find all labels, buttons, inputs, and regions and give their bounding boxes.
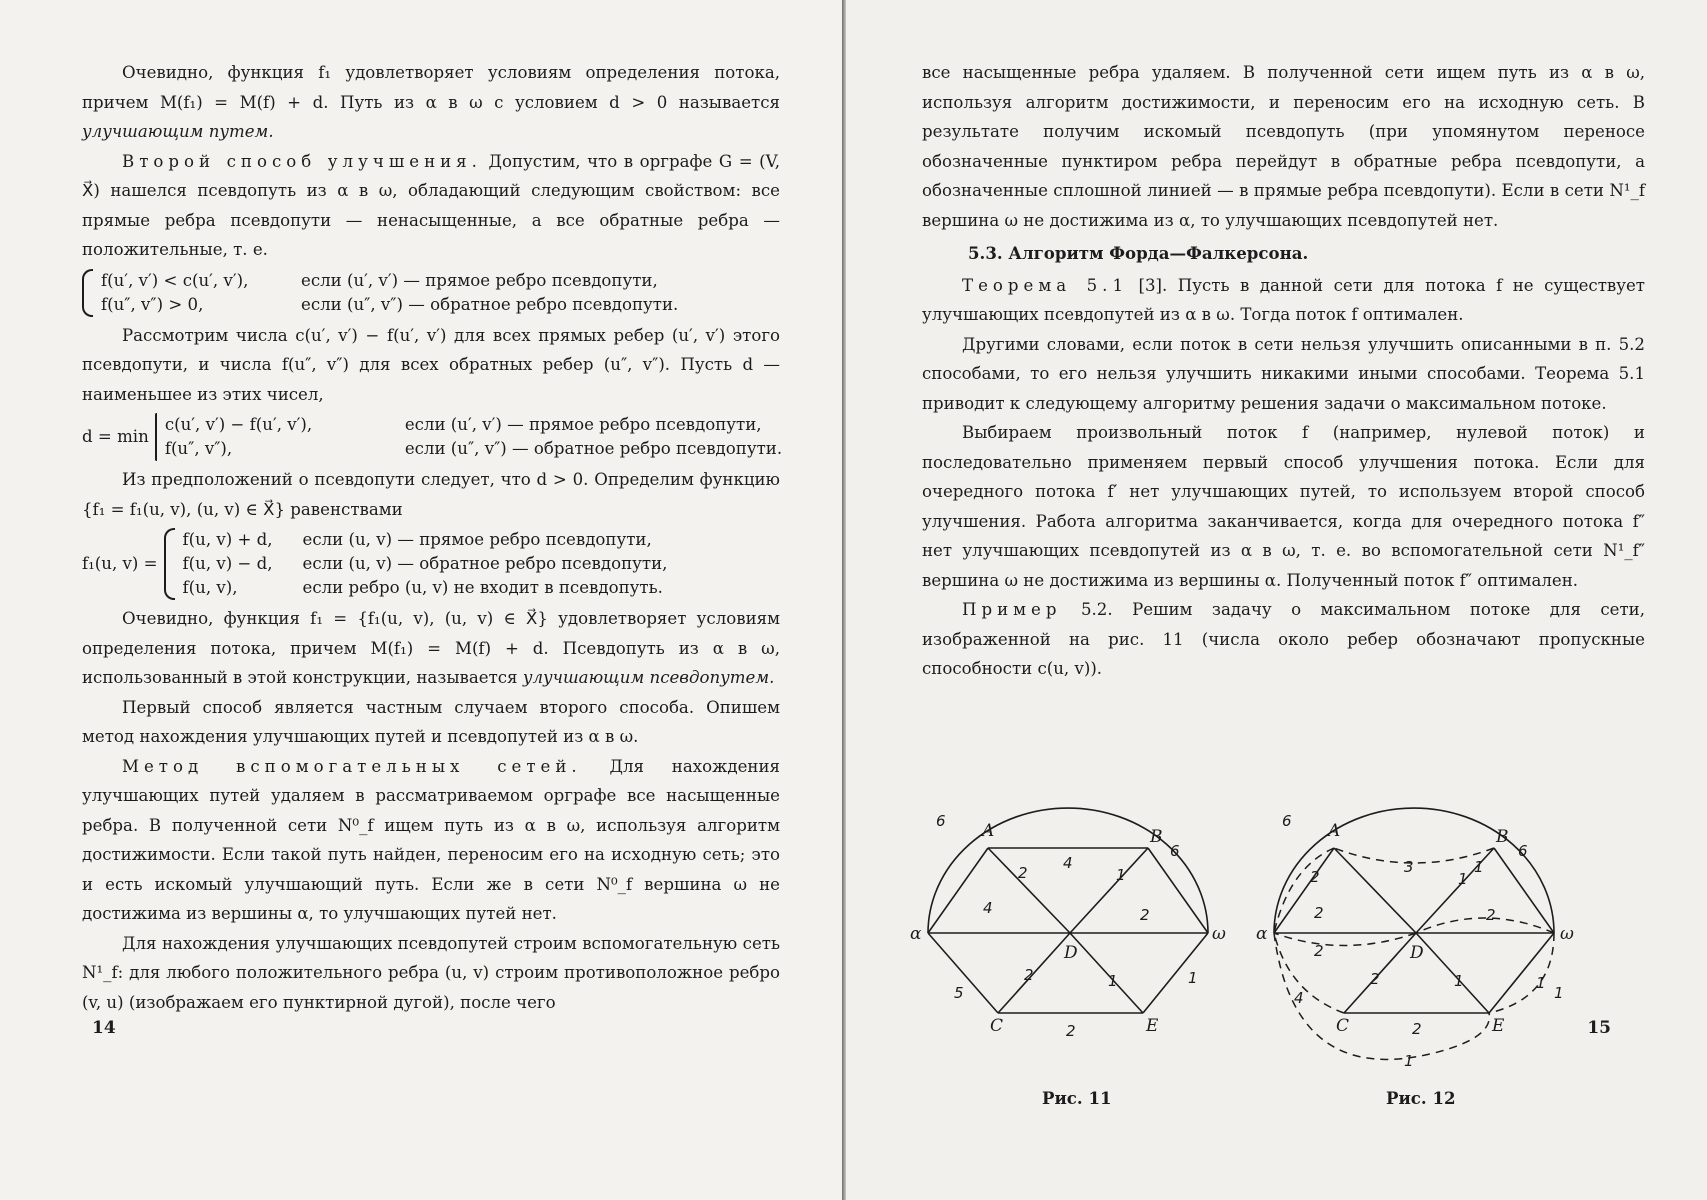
left-paragraph-4: Из предположений о псевдопути следует, что d > 0. Определим функцию {f₁ = f₁(u, v), (u, v) ∈ X⃗} равенствами [82,470,780,519]
figure-12 [1254,788,1594,1088]
brace [164,528,175,600]
node-A: A [1328,821,1341,841]
f1-definition: f₁(u, v) = f(u, v) + d, если (u, v) — прямое ребро псевдопути, f(u, v) − d, если (u, v) — обратное ребро псевдопути, f(u, v), если ребро (u, v) не входит в псевдопуть. [82,528,780,600]
node-D: D [1410,943,1424,963]
cap-C-D: 2 [1370,970,1380,988]
dashed-omega-D [1416,918,1554,933]
node-B: B [1150,827,1163,847]
cap-C-E: 2 [1066,1022,1076,1040]
figures [846,788,1707,1128]
edge-A-D [988,848,1070,933]
cap-A-B: 4 [1063,854,1073,872]
d-min-formula: d = min c(u′, v′) − f(u′, v′), если (u′, v′) — прямое ребро псевдопути, f(u″, v″), если (u″, v″) — обратное ребро псевдопути. [82,413,780,461]
dashed-E-alpha [1274,933,1489,1059]
brace [155,413,157,461]
cap-A-alpha: 2 [1310,868,1320,886]
right-paragraph-4: Выбираем произвольный поток f (например, нулевой поток) и последовательно применяем первый способ улучшения потока. Если для очередного потока f′ нет улучшающих путей, то используем второй способ улучшения. Работа алгоритма заканчивается, когда для очередного потока f″ нет улучшающих псевдопутей из α в ω, т. е. во вспомогательной сети N¹_f″ вершина ω не достижима из вершины α. Полученный поток f″ оптимален. [922,423,1645,590]
edge-D-E [1416,933,1489,1013]
cap-B-omega: 6 [1518,842,1528,860]
cap-E-omega: 1 [1188,969,1198,987]
cap-D-omega: 2 [1140,906,1150,924]
cap-alpha-C: 5 [954,984,964,1002]
edge-D-E [1070,933,1143,1013]
cap-C-alpha: 4 [1294,989,1304,1007]
figure-11-caption: Рис. 11 [1042,1088,1112,1108]
cap-C-E: 2 [1412,1020,1422,1038]
example-5-2: Пример 5.2. Решим задачу о максимальном потоке для сети, изображенной на рис. 11 (числа около ребер обозначают пропускные способности c(u, v)). [922,600,1645,678]
node-E: E [1146,1016,1159,1036]
dashed-B-A [1334,848,1494,863]
node-B: B [1496,827,1509,847]
right-paragraph-1: все насыщенные ребра удаляем. В полученной сети ищем путь из α в ω, используя алгоритм достижимости, и переносим его на исходную сеть. В результате получим искомый псевдопуть (при упомянутом переносе обозначенные пунктиром ребра перейдут в обратные ребра псевдопути, а обозначенные сплошной линией — в прямые ребра псевдопути). Если в сети N¹_f вершина ω не достижима из α, то улучшающих псевдопутей нет. [922,63,1645,230]
left-paragraph-6: Первый способ является частным случаем второго способа. Опишем метод нахождения улучшающих путей и псевдопутей из α в ω. [82,697,780,746]
edge-E-omega [1143,933,1208,1013]
node-C: C [1336,1016,1350,1036]
left-paragraph-8: Для нахождения улучшающих псевдопутей строим вспомогательную сеть N¹_f: для любого положительного ребра (u, v) строим противоположное ребро (v, u) (изображаем его пунктирной дугой), после чего [82,933,780,1012]
brace [82,269,93,317]
node-E: E [1492,1016,1505,1036]
dashed-C-alpha [1274,933,1344,1013]
cap-B-omega: 6 [1170,842,1180,860]
right-paragraph-3: Другими словами, если поток в сети нельзя улучшить описанными в п. 5.2 способами, то его нельзя улучшить никакими иными способами. Теорема 5.1 приводит к следующему алгоритму решения задачи о максимальном потоке. [922,334,1645,413]
page-number-right: 15 [1587,1018,1611,1038]
cap-D-omega: 2 [1486,906,1496,924]
cap-alpha-A: 6 [1282,812,1292,830]
cap-E-omega: 1 [1536,974,1546,992]
cap-alpha-D: 4 [983,899,993,917]
left-paragraph-1: Очевидно, функция f₁ удовлетворяет условиям определения потока, причем M(f₁) = M(f) + d. Путь из α в ω с условием d > 0 называется улучшающим путем. [82,63,780,141]
edge-C-D [998,933,1070,1013]
cap-alpha-A: 6 [936,812,946,830]
edge-E-omega [1489,933,1554,1013]
cap-B-D: 1 [1458,870,1468,888]
node-alpha: α [910,924,922,944]
cap-B-D: 1 [1116,866,1126,884]
node-D: D [1064,943,1078,963]
cap-A-B: 3 [1404,858,1414,876]
cap-B-D2: 1 [1474,858,1484,876]
cap-alpha-D: 2 [1314,904,1324,922]
node-omega: ω [1560,924,1574,944]
left-paragraph-5: Очевидно, функция f₁ = {f₁(u, v), (u, v) ∈ X⃗} удовлетворяет условиям определения потока, причем M(f₁) = M(f) + d. Псевдопуть из α в ω, использованный в этой конструкции, называется улучшающим псевдопутем. [82,609,780,687]
dashed-D-alpha [1274,933,1416,946]
condition-system: f(u′, v′) < c(u′, v′), если (u′, v′) — прямое ребро псевдопути, f(u″, v″) > 0, если (u″, v″) — обратное ребро псевдопути. [82,269,780,317]
left-paragraph-7: Метод вспомогательных сетей. Для нахождения улучшающих путей удаляем в рассматриваемом орграфе все насыщенные ребра. В полученной сети N⁰_f ищем путь из α в ω, используя алгоритм достижимости. Если такой путь найден, переносим его на исходную сеть; это и есть искомый улучшающий путь. Если же в сети N⁰_f вершина ω не достижима из вершины α, то улучшающих путей нет. [82,756,780,923]
left-paragraph-2: Второй способ улучшения. Допустим, что в орграфе G = (V, X⃗) нашелся псевдопуть из α в ω, обладающий следующим свойством: все прямые ребра псевдопути — ненасыщенные, а все обратные ребра — положительные, т. е. [82,151,780,259]
cap-C-D: 2 [1024,966,1034,984]
cap-D-E: 1 [1454,972,1464,990]
cap-E-alpha: 1 [1404,1052,1414,1070]
node-A: A [982,821,995,841]
cap-omega-E: 1 [1554,984,1564,1002]
node-omega: ω [1212,924,1226,944]
cap-D-alpha: 2 [1314,942,1324,960]
theorem-5-1: Теорема 5.1 [3]. Пусть в данной сети для потока f не существует улучшающих псевдопутей из α в ω. Тогда поток f оптимален. [922,275,1645,324]
edge-B-D [1070,848,1148,933]
left-paragraph-3: Рассмотрим числа c(u′, v′) − f(u′, v′) для всех прямых ребер (u′, v′) этого псевдопути, и числа f(u″, v″) для всех обратных ребер (u″, v″). Пусть d — наименьшее из этих чисел, [82,325,780,404]
page-number-left: 14 [92,1018,116,1038]
node-alpha: α [1256,924,1268,944]
right-page [846,0,1707,1200]
cap-A-D: 2 [1018,864,1028,882]
figure-12-caption: Рис. 12 [1386,1088,1456,1108]
section-heading: 5.3. Алгоритм Форда—Фалкерсона. [968,243,1309,263]
figure-11 [908,788,1228,1088]
cap-D-E: 1 [1108,972,1118,990]
node-C: C [990,1016,1004,1036]
left-page [0,0,842,1200]
